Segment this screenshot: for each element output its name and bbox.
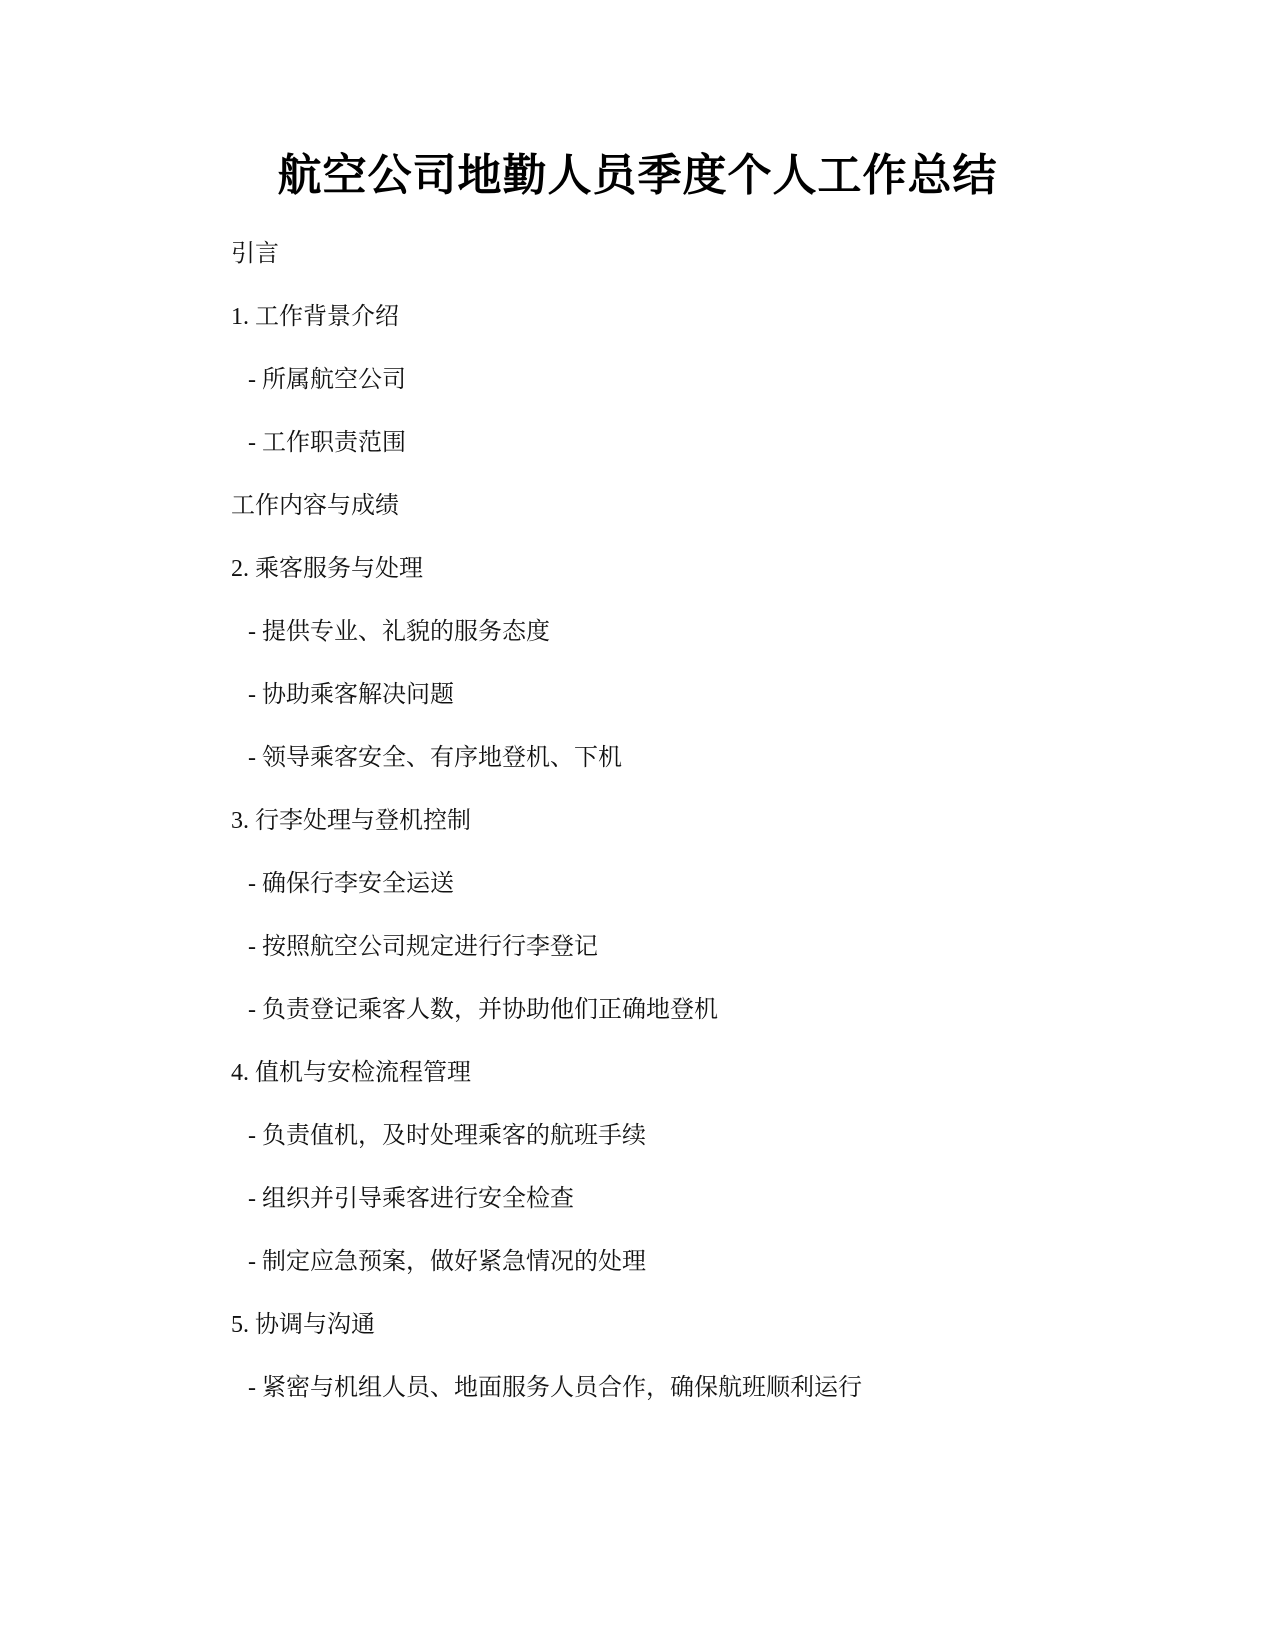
bullet-item: - 确保行李安全运送 — [248, 871, 454, 897]
numbered-heading-2: 2. 乘客服务与处理 — [231, 556, 423, 582]
bullet-item: - 紧密与机组人员、地面服务人员合作，确保航班顺利运行 — [248, 1375, 862, 1401]
bullet-item: - 负责值机，及时处理乘客的航班手续 — [248, 1123, 646, 1149]
bullet-item: - 提供专业、礼貌的服务态度 — [248, 619, 550, 645]
section-heading-work-content: 工作内容与成绩 — [231, 493, 399, 519]
numbered-heading-3: 3. 行李处理与登机控制 — [231, 808, 471, 834]
bullet-item: - 组织并引导乘客进行安全检查 — [248, 1186, 574, 1212]
bullet-item: - 制定应急预案，做好紧急情况的处理 — [248, 1249, 646, 1275]
bullet-item: - 领导乘客安全、有序地登机、下机 — [248, 745, 622, 771]
bullet-item: - 所属航空公司 — [248, 367, 406, 393]
document-title: 航空公司地勤人员季度个人工作总结 — [277, 150, 998, 201]
numbered-heading-1: 1. 工作背景介绍 — [231, 304, 399, 330]
bullet-item: - 负责登记乘客人数，并协助他们正确地登机 — [248, 997, 718, 1023]
bullet-item: - 工作职责范围 — [248, 430, 406, 456]
bullet-item: - 协助乘客解决问题 — [248, 682, 454, 708]
numbered-heading-4: 4. 值机与安检流程管理 — [231, 1060, 471, 1086]
numbered-heading-5: 5. 协调与沟通 — [231, 1312, 375, 1338]
bullet-item: - 按照航空公司规定进行行李登记 — [248, 934, 598, 960]
section-heading-introduction: 引言 — [231, 241, 279, 267]
